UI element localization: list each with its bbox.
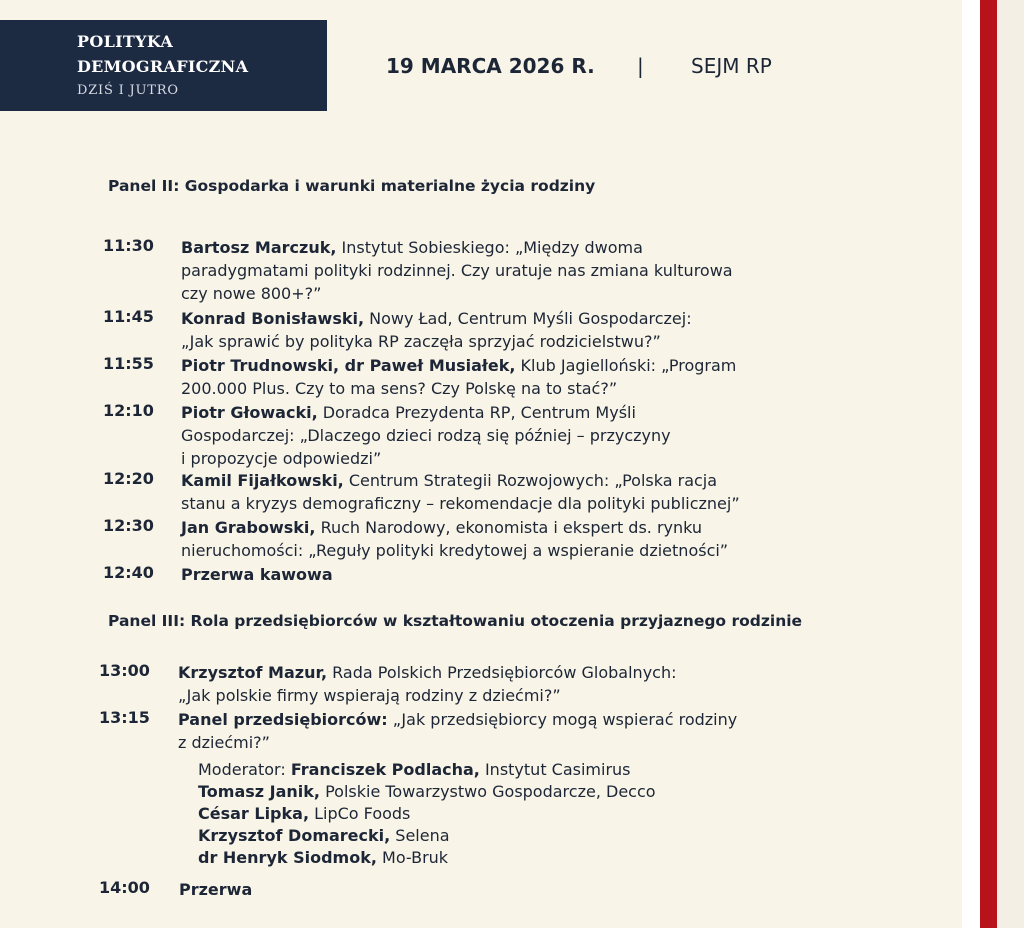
speaker-name: Jan Grabowski, [181, 518, 316, 537]
item-description: Bartosz Marczuk, Instytut Sobieskiego: „Między dwoma paradygmatami polityki rodzinnej. Czy uratuje nas zmiana kulturowa czy nowe 800+?” [181, 238, 733, 303]
moderator-name: Franciszek Podlacha, [290, 760, 480, 779]
flag-stripe-white [962, 0, 980, 928]
item-time: 11:45 [103, 307, 154, 326]
event-logo [0, 20, 327, 111]
item-description: Jan Grabowski, Ruch Narodowy, ekonomista i ekspert ds. rynku nieruchomości: „Reguły polityki kredytowej a wspieranie dzietności” [181, 518, 729, 560]
item-description: Panel przedsiębiorców: „Jak przedsiębiorcy mogą wspierać rodziny z dziećmi?” [178, 710, 738, 752]
panel3-title: Panel III: Rola przedsiębiorców w kształtowaniu otoczenia przyjaznego rodzinie [108, 612, 803, 630]
item-description: Krzysztof Mazur, Rada Polskich Przedsiębiorców Globalnych: „Jak polskie firmy wspierają rodziny z dziećmi?” [178, 663, 677, 705]
speaker-name: Piotr Trudnowski, dr Paweł Musiałek, [181, 356, 516, 375]
item-time: 11:30 [103, 236, 154, 255]
participant-name: Tomasz Janik, [198, 782, 320, 801]
item-time: 13:00 [99, 661, 150, 680]
speaker-name: Piotr Głowacki, [181, 403, 318, 422]
logo-title-line2: DEMOGRAFICZNA [77, 57, 249, 76]
break-label: Przerwa [179, 880, 253, 899]
item-time: 12:10 [103, 401, 154, 420]
logo-title-line1: POLITYKA [77, 32, 174, 51]
item-time: 14:00 [99, 878, 150, 897]
item-description: Konrad Bonisławski, Nowy Ład, Centrum Myśli Gospodarczej: „Jak sprawić by polityka RP zaczęła sprzyjać rodzicielstwu?” [181, 309, 692, 351]
item-time: 13:15 [99, 708, 150, 727]
participant-name: César Lipka, [198, 804, 310, 823]
speaker-name: Konrad Bonisławski, [181, 309, 365, 328]
break-label: Przerwa kawowa [181, 565, 333, 584]
speaker-name: Kamil Fijałkowski, [181, 471, 344, 490]
event-date: 19 MARCA 2026 R. [386, 54, 595, 78]
item-time: 12:40 [103, 563, 154, 582]
item-description: Kamil Fijałkowski, Centrum Strategii Rozwojowych: „Polska racja stanu a kryzys demograficzny – rekomendacje dla polityki publicznej” [181, 471, 740, 513]
participant-name: Krzysztof Domarecki, [198, 826, 391, 845]
flag-stripe-red [980, 0, 997, 928]
panel-participant: César Lipka, LipCo Foods [198, 804, 411, 823]
logo-subtitle: DZIŚ I JUTRO [77, 83, 179, 98]
item-description: Piotr Głowacki, Doradca Prezydenta RP, Centrum Myśli Gospodarczej: „Dlaczego dzieci rodzą się później – przyczyny i propozycje odpowiedzi” [181, 403, 671, 468]
header-separator: | [637, 54, 644, 78]
panel2-title: Panel II: Gospodarka i warunki materialne życia rodziny [108, 177, 596, 195]
event-venue: SEJM RP [691, 54, 772, 78]
panel-participant: Krzysztof Domarecki, Selena [198, 826, 450, 845]
speaker-name: Bartosz Marczuk, [181, 238, 337, 257]
speaker-name: Panel przedsiębiorców: [178, 710, 388, 729]
item-time: 11:55 [103, 354, 154, 373]
item-description [179, 878, 779, 901]
item-time: 12:30 [103, 516, 154, 535]
page-edge [997, 0, 1024, 928]
panel-participant: dr Henryk Siodmok, Mo-Bruk [198, 848, 449, 867]
item-description: Piotr Trudnowski, dr Paweł Musiałek, Klub Jagielloński: „Program 200.000 Plus. Czy to ma sens? Czy Polskę na to stać?” [181, 356, 737, 398]
participant-name: dr Henryk Siodmok, [198, 848, 377, 867]
item-description [181, 563, 781, 586]
panel-participant: Tomasz Janik, Polskie Towarzystwo Gospodarcze, Decco [198, 782, 656, 801]
speaker-name: Krzysztof Mazur, [178, 663, 328, 682]
panel-moderator: Moderator: Franciszek Podlacha, Instytut Casimirus [198, 760, 631, 779]
item-time: 12:20 [103, 469, 154, 488]
